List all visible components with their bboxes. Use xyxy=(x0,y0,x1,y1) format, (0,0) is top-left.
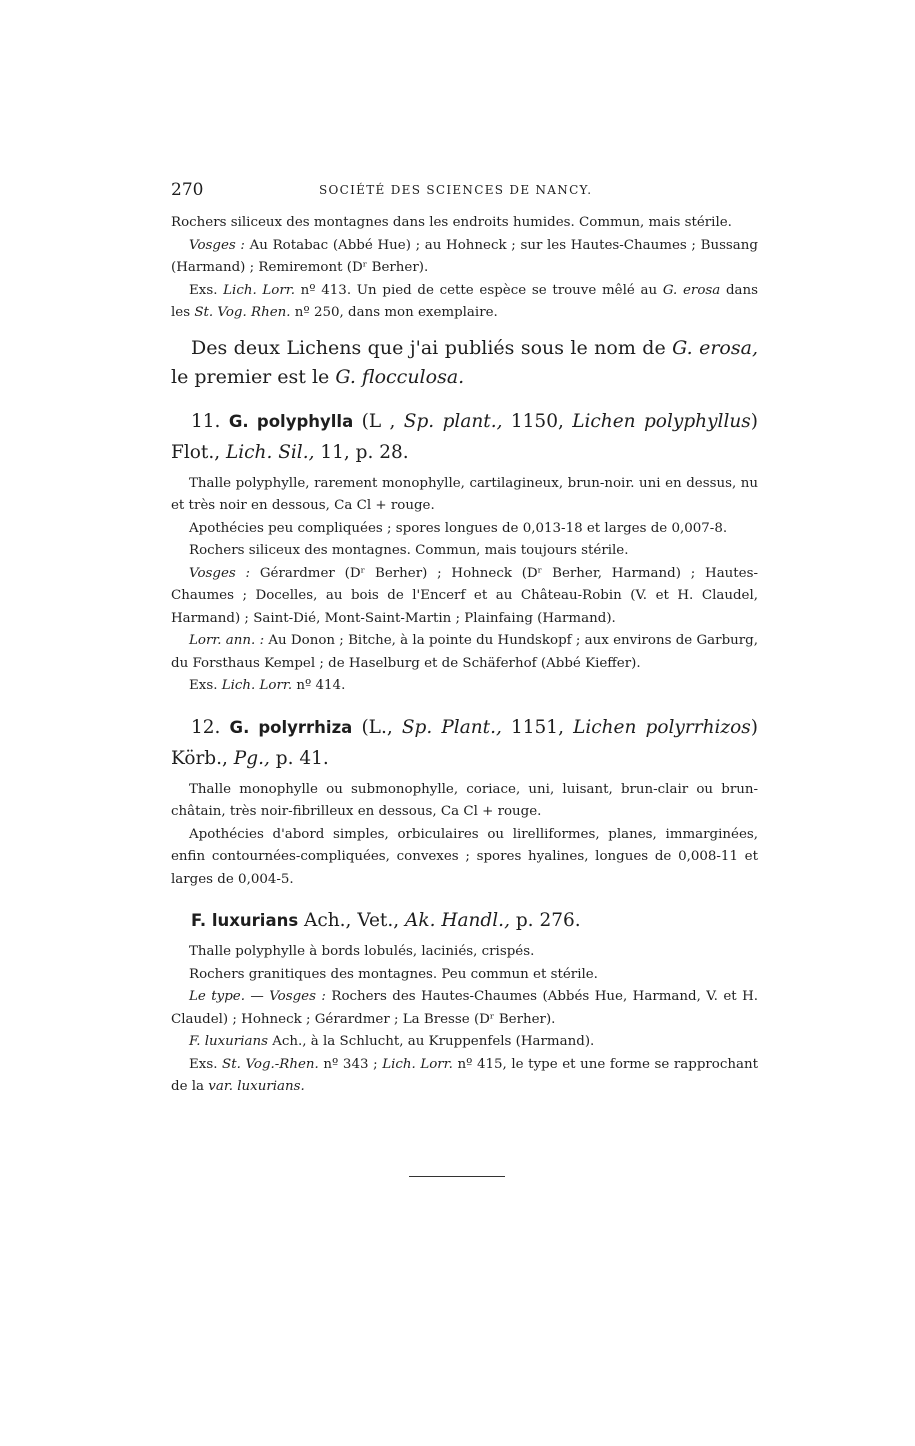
species-12-thallus: Thalle monophylle ou submonophylle, coriace, uni, luisant, brun-clair ou brun-châtain, très noir-fibrilleux en dessous, Ca Cl + rouge. xyxy=(171,781,758,819)
page-body xyxy=(171,180,758,1099)
intro-localities: Vosges : Au Rotabac (Abbé Hue) ; au Hohneck ; sur les Hautes-Chaumes ; Bussang (Harmand) ; Remiremont (Dʳ Berher). xyxy=(171,237,758,275)
species-11-vosges: Vosges : Gérardmer (Dʳ Berher) ; Hohneck (Dʳ Berher, Harmand) ; Hautes-Chaumes ; Docelles, au bois de l'Encerf et au Château-Robin (V. et H. Claudel, Harmand) ; Saint-Dié, Mont-Saint-Martin ; Plainfaing (Harmand). xyxy=(171,565,758,626)
species-11-thallus: Thalle polyphylle, rarement monophylle, cartilagineux, brun-noir. uni en dessus, nu et très noir en dessous, Ca Cl + rouge. xyxy=(171,475,758,513)
species-12-title: 12. G. polyrrhiza (L., Sp. Plant., 1151, Lichen polyrrhizos) Körb., Pg., p. 41. xyxy=(171,716,759,769)
species-11-apothecia: Apothécies peu compliquées ; spores longues de 0,013-18 et larges de 0,007-8. xyxy=(189,520,728,536)
variety-luxurians-localities: F. luxurians Ach., à la Schlucht, au Kruppenfels (Harmand). xyxy=(189,1034,595,1049)
running-title: SOCIÉTÉ DES SCIENCES DE NANCY. xyxy=(319,183,593,197)
species-11-lorraine: Lorr. ann. : Au Donon ; Bitche, à la pointe du Hundskopf ; aux environs de Garburg, du Forsthaus Kempel ; de Haselburg et de Schäferhof (Abbé Kieffer). xyxy=(171,633,758,671)
page-number: 270 xyxy=(171,180,204,200)
species-11-title: 11. G. polyphylla (L , Sp. plant., 1150, Lichen polyphyllus) Flot., Lich. Sil., 11, p. 28. xyxy=(171,410,758,463)
note-paragraph: Des deux Lichens que j'ai publiés sous le nom de G. erosa, le premier est le G. flocculosa. xyxy=(171,336,758,388)
variety-habitat: Rochers granitiques des montagnes. Peu commun et stérile. xyxy=(189,966,598,982)
intro-habitat: Rochers siliceux des montagnes dans les endroits humides. Commun, mais stérile. xyxy=(171,215,732,230)
variety-title: F. luxurians Ach., Vet., Ak. Handl., p. 276. xyxy=(191,910,581,931)
species-11-exsiccatae: Exs. Lich. Lorr. nº 414. xyxy=(189,678,346,693)
intro-exsiccatae: Exs. Lich. Lorr. nº 413. Un pied de cette espèce se trouve mêlé au G. erosa dans les St. Vog. Rhen. nº 250, dans mon exemplaire. xyxy=(171,282,758,320)
variety-type-localities: Le type. — Vosges : Rochers des Hautes-Chaumes (Abbés Hue, Harmand, V. et H. Claudel) ; Hohneck ; Gérardmer ; La Bresse (Dʳ Berher). xyxy=(171,989,759,1027)
species-11-habitat: Rochers siliceux des montagnes. Commun, mais toujours stérile. xyxy=(189,543,629,558)
species-12-apothecia: Apothécies d'abord simples, orbiculaires ou lirelliformes, planes, immarginées, enfin contournées-compliquées, convexes ; spores hyalines, longues de 0,008-11 et larges de 0,004-5. xyxy=(171,826,758,887)
variety-thallus: Thalle polyphylle à bords lobulés, laciniés, crispés. xyxy=(189,944,535,959)
page-header xyxy=(171,180,758,212)
variety-exsiccatae: Exs. St. Vog.-Rhen. nº 343 ; Lich. Lorr. nº 415, le type et une forme se rapprochant de la var. luxurians. xyxy=(171,1056,758,1094)
end-rule xyxy=(409,1176,505,1177)
